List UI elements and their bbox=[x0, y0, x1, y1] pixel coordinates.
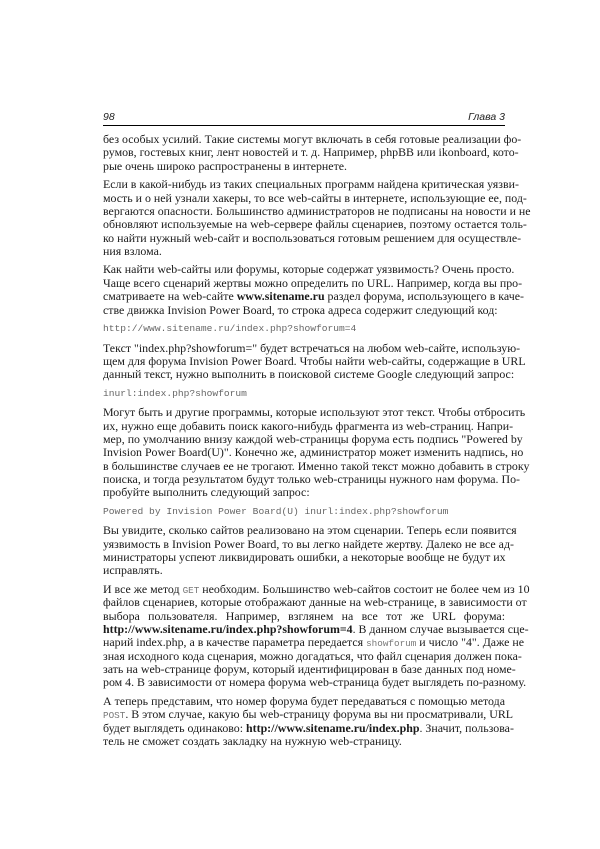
text-line bbox=[103, 203, 531, 218]
text-line bbox=[103, 431, 523, 446]
text-line bbox=[103, 610, 505, 623]
text-run: поиска, и тогда результатом будут только web-страницы нужного нам форума. По- bbox=[103, 471, 520, 486]
code-snippet: Powered by Invision Power Board(U) inurl:index.php?showforum bbox=[103, 505, 449, 517]
text-run: их, нужно еще добавить поиск какого-нибудь фрагмента из web-страниц. Напри- bbox=[103, 418, 514, 433]
text-line bbox=[103, 471, 520, 486]
text-line bbox=[103, 707, 514, 722]
text-line bbox=[103, 675, 527, 690]
text-line bbox=[103, 458, 530, 473]
text-line bbox=[103, 262, 515, 277]
text-run: будет выглядеть одинаково: bbox=[103, 720, 247, 735]
text-run: румов, гостевых книг, лент новостей и т. д. Например, phpBB или ikonboard, кото- bbox=[103, 145, 519, 160]
text-line bbox=[103, 695, 505, 708]
text-run: файлов сценариев, которые отображают данные на web-странице, в зависимости от bbox=[103, 595, 527, 610]
text-line bbox=[103, 486, 505, 499]
text-run: тель не сможет создать закладку на нужную web-страницу. bbox=[103, 733, 402, 748]
text-line bbox=[103, 661, 516, 676]
text-line bbox=[103, 648, 522, 663]
text-line bbox=[103, 523, 517, 538]
text-line bbox=[103, 367, 515, 382]
text-run: исправлять. bbox=[103, 563, 163, 578]
text-line bbox=[103, 621, 529, 636]
text-run: рые очень широко распространены в интернете. bbox=[103, 158, 348, 173]
inline-code: showforum bbox=[366, 638, 417, 650]
text-run: ром 4. В зависимости от номера форума web-страница будет выглядеть по-разному. bbox=[103, 675, 527, 690]
paragraph bbox=[103, 581, 530, 690]
text-run: Могут быть и другие программы, которые используют этот текст. Чтобы отбросить bbox=[103, 405, 526, 420]
text-run: Как найти web-сайты или форумы, которые содержат уязвимость? Очень просто. bbox=[103, 262, 515, 277]
bold-url: http://www.sitename.ru/index.php?showforum=4 bbox=[103, 621, 353, 636]
text-run: Invision Power Board(U)". Конечно же, администратор может изменить надпись, но bbox=[103, 445, 524, 460]
text-run: Чаще всего сценарий жертвы можно определить по URL. Например, когда вы про- bbox=[103, 275, 523, 290]
text-line bbox=[103, 132, 522, 146]
chapter-title: Глава 3 bbox=[468, 111, 505, 123]
text-line bbox=[103, 581, 530, 596]
paragraph bbox=[103, 177, 531, 258]
text-run: . В этом случае, какую бы web-страницу форума вы ни просматривали, URL bbox=[125, 707, 514, 722]
paragraph bbox=[103, 132, 522, 173]
text-run: А теперь представим, что номер форума будет передаваться с помощью метода bbox=[103, 693, 505, 708]
inline-code: POST bbox=[103, 710, 126, 722]
text-run: . В данном случае вызывается сце- bbox=[352, 621, 529, 636]
inline-code: GET bbox=[182, 584, 200, 596]
text-line bbox=[103, 304, 505, 317]
paragraph bbox=[103, 405, 530, 500]
text-run: Текст "index.php?showforum=" будет встречаться на любом web-сайте, использую- bbox=[103, 340, 521, 355]
text-run: зать на web-странице форум, который идентифицирован в базе данных под номе- bbox=[103, 661, 516, 676]
text-run: в большинстве случаев ее не трогают. Именно такой текст можно добавить в строку bbox=[103, 458, 530, 473]
text-line bbox=[103, 177, 519, 192]
page-body bbox=[103, 132, 531, 753]
text-run: без особых усилий. Такие системы могут включать в себя готовые реализации фо- bbox=[103, 132, 522, 146]
code-snippet: inurl:index.php?showforum bbox=[103, 387, 247, 399]
text-line bbox=[103, 160, 505, 173]
text-line bbox=[103, 275, 523, 290]
text-line bbox=[103, 735, 505, 748]
paragraph bbox=[103, 693, 514, 748]
text-run: министраторы успеют ликвидировать ошибки, а некоторые вообще не будут их bbox=[103, 550, 506, 565]
text-line bbox=[103, 445, 524, 460]
text-line bbox=[103, 635, 525, 650]
text-line bbox=[103, 405, 526, 420]
text-line bbox=[103, 536, 514, 551]
text-line bbox=[103, 720, 514, 735]
text-run: уязвимость в Invision Power Board, то вы легко найдете жертву. Далеко не все ад- bbox=[103, 536, 514, 551]
paragraph bbox=[103, 340, 526, 382]
text-run: мость и о ней узнали хакеры, то все web-сайты в интернете, использующие ее, под- bbox=[103, 190, 527, 205]
text-run: . Значит, пользова- bbox=[419, 720, 514, 735]
text-run: данный текст, нужно выполнить в поисковой системе Google следующий запрос: bbox=[103, 367, 515, 382]
text-line bbox=[103, 245, 505, 258]
paragraph bbox=[103, 262, 524, 317]
text-run: зная исходного кода сценария, можно догадаться, что файл сценария должен пока- bbox=[103, 648, 522, 663]
text-line bbox=[103, 289, 524, 304]
text-run: стве движка Invision Power Board, то строка адреса содержит следующий код: bbox=[103, 302, 498, 317]
text-run: Если в какой-нибудь из таких специальных программ найдена критическая уязви- bbox=[103, 177, 519, 192]
text-line bbox=[103, 551, 505, 564]
text-line bbox=[103, 353, 526, 368]
bold-url: www.sitename.ru bbox=[236, 289, 325, 304]
text-line bbox=[103, 340, 521, 355]
text-line bbox=[103, 230, 522, 245]
text-run: необходим. Большинство web-сайтов состоит не более чем из 10 bbox=[199, 581, 530, 596]
text-run: пробуйте выполнить следующий запрос: bbox=[103, 485, 310, 500]
text-line bbox=[103, 595, 527, 610]
running-header bbox=[103, 110, 505, 126]
text-run: сматриваете на web-сайте bbox=[103, 289, 237, 304]
text-run: нарий index.php, а в качестве параметра передается bbox=[103, 635, 367, 650]
text-run: раздел форума, использующего в каче- bbox=[324, 289, 524, 304]
text-line bbox=[103, 145, 519, 160]
text-run: обновляют используемые на web-сервере файлы сценариев, поэтому остается толь- bbox=[103, 217, 527, 232]
text-line bbox=[103, 217, 527, 232]
text-line bbox=[103, 564, 505, 577]
text-run: ко найти нужный web-сайт и воспользоваться готовым решением для осуществле- bbox=[103, 230, 522, 245]
text-run: и число "4". Даже не bbox=[416, 635, 525, 650]
bold-url: http://www.sitename.ru/index.php bbox=[246, 720, 420, 735]
paragraph bbox=[103, 523, 517, 578]
text-line bbox=[103, 190, 527, 205]
code-snippet: http://www.sitename.ru/index.php?showforum=4 bbox=[103, 323, 357, 335]
text-line bbox=[103, 418, 514, 433]
text-run: И все же метод bbox=[103, 581, 183, 596]
text-run: вергаются опасности. Большинство администраторов не подписаны на новости и не bbox=[103, 203, 531, 218]
text-run: ния взлома. bbox=[103, 243, 162, 258]
page-number: 98 bbox=[103, 111, 115, 123]
text-run: Вы увидите, сколько сайтов реализовано на этом сценарии. Теперь если появится bbox=[103, 523, 517, 538]
text-run: щем для форума Invision Power Board. Чтобы найти web-сайты, содержащие в URL bbox=[103, 353, 526, 368]
text-run: выбора пользователя. Например, взглянем на все тот же URL форума: bbox=[103, 608, 505, 623]
text-run: мер, по умолчанию внизу каждой web-страницы форума есть подпись "Powered by bbox=[103, 431, 523, 446]
